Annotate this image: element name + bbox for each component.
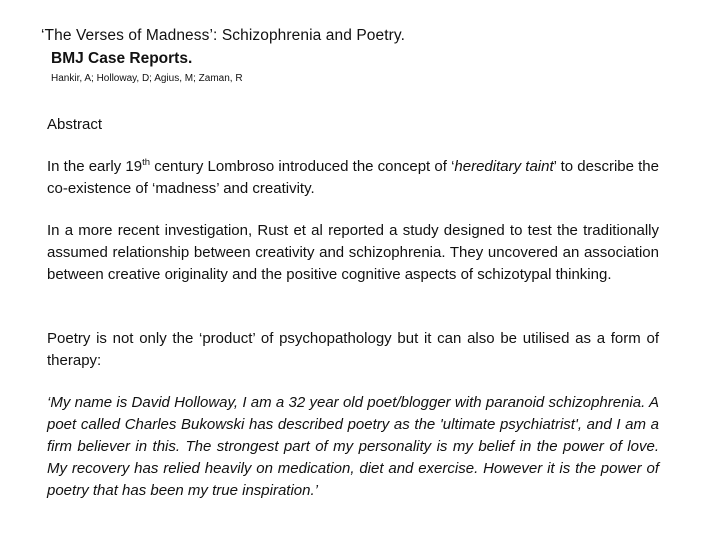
abstract-heading: Abstract [47, 116, 103, 133]
patient-quote: ‘My name is David Holloway, I am a 32 year old poet/blogger with paranoid schizophrenia. A poet called Charles Bukowski has described poetry as the 'ultimate psychiatrist', and I am a firm believer in this. The strongest part of my personality is my belief in the power of love. My recovery has relied heavily on medication, diet and exercise. However it is the power of poetry that has been my true inspiration.’ [47, 394, 659, 499]
abstract-paragraph-2: In a more recent investigation, Rust et al reported a study designed to test the traditionally assumed relationship between creativity and schizophrenia. They uncovered an association between creative originality and the positive cognitive aspects of schizotypal thinking. [47, 222, 659, 283]
p1-text-end: ’ to describe the co-existence of ‘madness’ and creativity. [47, 158, 659, 197]
author-list: Hankir, A; Holloway, D; Agius, M; Zaman, R [51, 73, 243, 84]
ordinal-suffix: th [142, 157, 151, 168]
p1-text-middle: century Lombroso introduced the concept of ‘ [150, 158, 455, 175]
emphasis-term: hereditary taint [454, 158, 554, 175]
p1-text-start: In the early 19 [47, 158, 143, 175]
journal-name: BMJ Case Reports. [51, 50, 193, 67]
paper-title: ‘The Verses of Madness’: Schizophrenia and Poetry. [41, 27, 405, 44]
abstract-paragraph-1 [47, 156, 659, 200]
abstract-paragraph-3: Poetry is not only the ‘product’ of psychopathology but it can also be utilised as a form of therapy: [47, 330, 659, 369]
